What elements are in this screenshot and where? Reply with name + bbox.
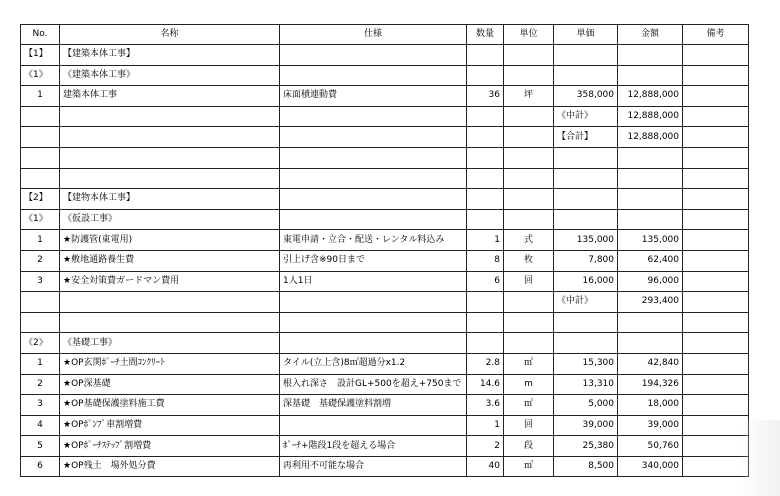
cell-spec bbox=[280, 415, 467, 436]
cell-amount: 135,000 bbox=[618, 230, 683, 251]
cell-price: 15,300 bbox=[554, 353, 618, 374]
cell-price: 《中計》 bbox=[554, 292, 618, 313]
cell-qty bbox=[467, 189, 504, 210]
cell-qty: 36 bbox=[467, 86, 504, 107]
cell-name: 《仮設工事》 bbox=[60, 209, 280, 230]
cell-amount: 293,400 bbox=[618, 292, 683, 313]
header-unit: 単位 bbox=[504, 25, 554, 45]
cell-remarks bbox=[683, 209, 749, 230]
cell-qty bbox=[467, 312, 504, 333]
cell-price: 135,000 bbox=[554, 230, 618, 251]
cell-spec bbox=[280, 292, 467, 313]
cell-spec: ﾎﾟｰﾁ+階段1段を超える場合 bbox=[280, 436, 467, 457]
cell-price: 16,000 bbox=[554, 271, 618, 292]
cell-amount bbox=[618, 168, 683, 189]
table-row bbox=[21, 353, 749, 374]
table-row bbox=[21, 250, 749, 271]
cell-amount bbox=[618, 333, 683, 354]
cell-remarks bbox=[683, 271, 749, 292]
cell-price bbox=[554, 45, 618, 66]
table-row bbox=[21, 415, 749, 436]
cell-qty bbox=[467, 209, 504, 230]
cell-name: ★防護管(東電用) bbox=[60, 230, 280, 251]
cell-qty: 8 bbox=[467, 250, 504, 271]
cell-unit: 式 bbox=[504, 230, 554, 251]
header-no: No. bbox=[21, 25, 60, 45]
cell-no: 2 bbox=[21, 250, 60, 271]
cell-qty: 1 bbox=[467, 415, 504, 436]
cell-amount: 39,000 bbox=[618, 415, 683, 436]
table-row bbox=[21, 333, 749, 354]
cell-name: ★OP玄関ﾎﾟｰﾁ土間ｺﾝｸﾘｰﾄ bbox=[60, 353, 280, 374]
cell-spec: 根入れ深さ 設計GL+500を超え+750まで bbox=[280, 374, 467, 395]
cell-price: 8,500 bbox=[554, 456, 618, 477]
cell-remarks bbox=[683, 456, 749, 477]
table-row bbox=[21, 230, 749, 251]
cell-amount bbox=[618, 189, 683, 210]
cell-qty bbox=[467, 127, 504, 148]
cell-price bbox=[554, 168, 618, 189]
header-spec: 仕様 bbox=[280, 25, 467, 45]
cell-remarks bbox=[683, 168, 749, 189]
cell-name: 建築本体工事 bbox=[60, 86, 280, 107]
cell-name bbox=[60, 312, 280, 333]
cell-remarks bbox=[683, 436, 749, 457]
cell-no: 3 bbox=[21, 271, 60, 292]
header-name: 名称 bbox=[60, 25, 280, 45]
cell-qty bbox=[467, 292, 504, 313]
cell-no: 2 bbox=[21, 374, 60, 395]
cell-no: 《1》 bbox=[21, 65, 60, 86]
cell-spec: 深基礎 基礎保護塗料割増 bbox=[280, 395, 467, 416]
cell-unit bbox=[504, 292, 554, 313]
table-row bbox=[21, 189, 749, 210]
cell-unit: 段 bbox=[504, 436, 554, 457]
cell-unit bbox=[504, 65, 554, 86]
cell-remarks bbox=[683, 45, 749, 66]
cell-spec bbox=[280, 45, 467, 66]
cell-name bbox=[60, 106, 280, 127]
cell-remarks bbox=[683, 147, 749, 168]
cell-no bbox=[21, 292, 60, 313]
cell-price: 5,000 bbox=[554, 395, 618, 416]
cell-remarks bbox=[683, 374, 749, 395]
cell-qty bbox=[467, 45, 504, 66]
cell-unit: m bbox=[504, 374, 554, 395]
table-row bbox=[21, 147, 749, 168]
cell-amount: 42,840 bbox=[618, 353, 683, 374]
table-row bbox=[21, 436, 749, 457]
cell-name: ★OP基礎保護塗料施工費 bbox=[60, 395, 280, 416]
cell-remarks bbox=[683, 415, 749, 436]
cell-remarks bbox=[683, 127, 749, 148]
cell-amount bbox=[618, 45, 683, 66]
cell-name: ★OPﾎﾟﾝﾌﾟ車割増費 bbox=[60, 415, 280, 436]
table-row bbox=[21, 86, 749, 107]
cell-no: 3 bbox=[21, 395, 60, 416]
cell-qty: 3.6 bbox=[467, 395, 504, 416]
cell-name: ★敷地通路養生費 bbox=[60, 250, 280, 271]
cell-no: 《1》 bbox=[21, 209, 60, 230]
cell-unit: 回 bbox=[504, 271, 554, 292]
cell-price bbox=[554, 147, 618, 168]
estimate-table bbox=[20, 24, 749, 477]
cell-amount bbox=[618, 209, 683, 230]
cell-remarks bbox=[683, 65, 749, 86]
cell-remarks bbox=[683, 292, 749, 313]
header-remarks: 備考 bbox=[683, 25, 749, 45]
table-row bbox=[21, 292, 749, 313]
cell-remarks bbox=[683, 189, 749, 210]
cell-unit bbox=[504, 147, 554, 168]
cell-price: 358,000 bbox=[554, 86, 618, 107]
cell-name bbox=[60, 168, 280, 189]
cell-name bbox=[60, 292, 280, 313]
cell-price: 【合計】 bbox=[554, 127, 618, 148]
table-row bbox=[21, 209, 749, 230]
cell-spec bbox=[280, 127, 467, 148]
cell-price: 25,380 bbox=[554, 436, 618, 457]
cell-amount: 62,400 bbox=[618, 250, 683, 271]
cell-amount bbox=[618, 147, 683, 168]
cell-remarks bbox=[683, 353, 749, 374]
cell-spec bbox=[280, 333, 467, 354]
cell-price bbox=[554, 333, 618, 354]
header-row bbox=[21, 25, 749, 45]
cell-spec bbox=[280, 168, 467, 189]
cell-no bbox=[21, 127, 60, 148]
cell-name: ★OP残土 場外処分費 bbox=[60, 456, 280, 477]
cell-spec bbox=[280, 147, 467, 168]
table-row bbox=[21, 312, 749, 333]
cell-qty: 6 bbox=[467, 271, 504, 292]
cell-remarks bbox=[683, 395, 749, 416]
cell-amount: 12,888,000 bbox=[618, 86, 683, 107]
cell-no: 1 bbox=[21, 230, 60, 251]
cell-spec: 再利用不可能な場合 bbox=[280, 456, 467, 477]
cell-qty: 40 bbox=[467, 456, 504, 477]
cell-unit: ㎥ bbox=[504, 456, 554, 477]
cell-price: 39,000 bbox=[554, 415, 618, 436]
cell-name: ★安全対策費ガードマン費用 bbox=[60, 271, 280, 292]
cell-spec: 床面積連動費 bbox=[280, 86, 467, 107]
cell-remarks bbox=[683, 106, 749, 127]
cell-qty bbox=[467, 65, 504, 86]
cell-spec: 1人1日 bbox=[280, 271, 467, 292]
cell-unit: ㎡ bbox=[504, 353, 554, 374]
table-row bbox=[21, 127, 749, 148]
cell-unit bbox=[504, 189, 554, 210]
cell-name bbox=[60, 127, 280, 148]
cell-qty bbox=[467, 168, 504, 189]
cell-no: 5 bbox=[21, 436, 60, 457]
cell-unit bbox=[504, 106, 554, 127]
cell-price: 13,310 bbox=[554, 374, 618, 395]
cell-name: 《建築本体工事》 bbox=[60, 65, 280, 86]
cell-amount bbox=[618, 65, 683, 86]
cell-unit bbox=[504, 312, 554, 333]
cell-qty: 2.8 bbox=[467, 353, 504, 374]
cell-spec bbox=[280, 189, 467, 210]
cell-unit: 枚 bbox=[504, 250, 554, 271]
table-row bbox=[21, 168, 749, 189]
cell-qty: 2 bbox=[467, 436, 504, 457]
cell-qty: 1 bbox=[467, 230, 504, 251]
cell-no: 1 bbox=[21, 353, 60, 374]
cell-unit bbox=[504, 127, 554, 148]
cell-remarks bbox=[683, 86, 749, 107]
cell-name: 【建築本体工事】 bbox=[60, 45, 280, 66]
cell-price: 7,800 bbox=[554, 250, 618, 271]
cell-remarks bbox=[683, 333, 749, 354]
cell-unit bbox=[504, 168, 554, 189]
cell-amount: 12,888,000 bbox=[618, 127, 683, 148]
cell-name: 《基礎工事》 bbox=[60, 333, 280, 354]
cell-unit: 坪 bbox=[504, 86, 554, 107]
cell-spec bbox=[280, 209, 467, 230]
cell-price bbox=[554, 312, 618, 333]
cell-qty bbox=[467, 147, 504, 168]
table-row bbox=[21, 45, 749, 66]
cell-no bbox=[21, 312, 60, 333]
cell-no bbox=[21, 147, 60, 168]
table-row bbox=[21, 271, 749, 292]
cell-no: 1 bbox=[21, 86, 60, 107]
table-row bbox=[21, 374, 749, 395]
cell-amount: 12,888,000 bbox=[618, 106, 683, 127]
cell-spec bbox=[280, 106, 467, 127]
cell-no: 【1】 bbox=[21, 45, 60, 66]
cell-amount: 194,326 bbox=[618, 374, 683, 395]
cell-no: 【2】 bbox=[21, 189, 60, 210]
cell-unit bbox=[504, 45, 554, 66]
cell-price bbox=[554, 189, 618, 210]
cell-spec: 引上げ含※90日まで bbox=[280, 250, 467, 271]
cell-spec bbox=[280, 312, 467, 333]
cell-amount: 18,000 bbox=[618, 395, 683, 416]
cell-price bbox=[554, 65, 618, 86]
cell-name: 【建物本体工事】 bbox=[60, 189, 280, 210]
cell-no: 6 bbox=[21, 456, 60, 477]
cell-amount: 50,760 bbox=[618, 436, 683, 457]
table-row bbox=[21, 395, 749, 416]
cell-name: ★OP深基礎 bbox=[60, 374, 280, 395]
cell-amount: 96,000 bbox=[618, 271, 683, 292]
cell-no: 《2》 bbox=[21, 333, 60, 354]
header-qty: 数量 bbox=[467, 25, 504, 45]
table-row bbox=[21, 65, 749, 86]
table-row bbox=[21, 106, 749, 127]
table-row bbox=[21, 456, 749, 477]
header-price: 単価 bbox=[554, 25, 618, 45]
header-amount: 金額 bbox=[618, 25, 683, 45]
cell-unit bbox=[504, 209, 554, 230]
cell-no bbox=[21, 168, 60, 189]
cell-unit: ㎡ bbox=[504, 395, 554, 416]
cell-remarks bbox=[683, 230, 749, 251]
cell-name bbox=[60, 147, 280, 168]
cell-qty bbox=[467, 333, 504, 354]
cell-qty bbox=[467, 106, 504, 127]
cell-unit bbox=[504, 333, 554, 354]
cell-name: ★OPﾎﾟｰﾁｽﾃｯﾌﾟ割増費 bbox=[60, 436, 280, 457]
cell-amount bbox=[618, 312, 683, 333]
cell-price bbox=[554, 209, 618, 230]
cell-remarks bbox=[683, 312, 749, 333]
cell-price: 《中計》 bbox=[554, 106, 618, 127]
background-shade bbox=[740, 420, 780, 496]
cell-unit: 回 bbox=[504, 415, 554, 436]
cell-no bbox=[21, 106, 60, 127]
cell-spec: タイル(立上含)8㎡超過分x1.2 bbox=[280, 353, 467, 374]
cell-amount: 340,000 bbox=[618, 456, 683, 477]
cell-qty: 14.6 bbox=[467, 374, 504, 395]
cell-spec: 東電申請・立合・配送・レンタル料込み bbox=[280, 230, 467, 251]
cell-no: 4 bbox=[21, 415, 60, 436]
cell-spec bbox=[280, 65, 467, 86]
cell-remarks bbox=[683, 250, 749, 271]
